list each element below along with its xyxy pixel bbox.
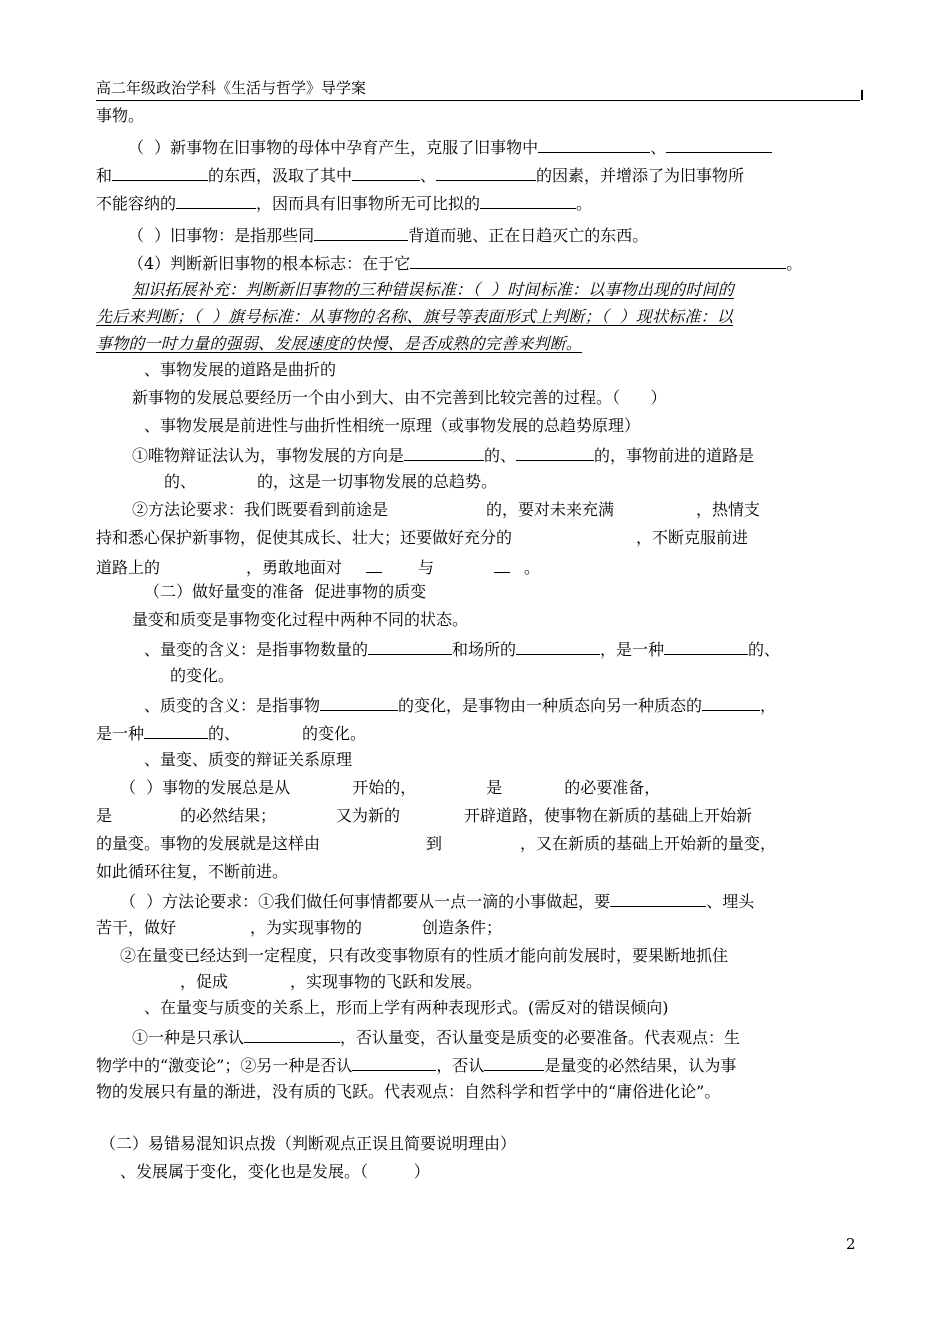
- text-line: 不能容纳的 ，因而具有旧事物所无可比拟的 。: [96, 190, 592, 216]
- text-line: 知识拓展补充：判断新旧事物的三种错误标准：（ ）时间标准：以事物出现的时间的: [132, 280, 734, 299]
- text-line: 和 的东西，汲取了其中 、 的因素，并增添了为旧事物所: [96, 162, 744, 188]
- blank[interactable]: [244, 1024, 340, 1043]
- blank[interactable]: [702, 692, 760, 711]
- text-line: （ ）旧事物：是指那些同 背道而驰、正在日趋灭亡的东西。: [128, 222, 648, 248]
- text-line: 事物。: [96, 106, 145, 125]
- blank[interactable]: [436, 162, 536, 181]
- blank[interactable]: [176, 190, 256, 209]
- header-mark: [861, 90, 863, 100]
- section-heading: 、事物发展的道路是曲折的: [144, 360, 337, 379]
- section-heading: （二）做好量变的准备 促进事物的质变: [144, 582, 427, 601]
- text-line: ①一种是只承认 ，否认量变，否认量变是质变的必要准备。代表观点：生: [132, 1024, 740, 1050]
- text-line: 事物的一时力量的强弱、发展速度的快慢、是否成熟的完善来判断。: [96, 334, 583, 353]
- text-line: 、质变的含义：是指事物 的变化，是事物由一种质态向另一种质态的 ，: [144, 692, 776, 718]
- text-line: 、发展属于变化，变化也是发展。（ ）: [120, 1162, 430, 1181]
- blank[interactable]: [494, 554, 510, 573]
- text-line: （ ）事物的发展总是从 开始的， 是 的必要准备，: [120, 778, 661, 797]
- page-header: [96, 76, 860, 101]
- blank[interactable]: [404, 442, 484, 461]
- text-line: 量变和质变是事物变化过程中两种不同的状态。: [132, 610, 469, 629]
- blank[interactable]: [410, 250, 786, 269]
- text-line: 是一种 的、 的变化。: [96, 720, 366, 746]
- text-line: 持和悉心保护新事物，促使其成长、壮大；还要做好充分的 ，不断克服前进: [96, 528, 749, 547]
- text-line: 苦干，做好 ，为实现事物的 创造条件；: [96, 918, 503, 937]
- text-line: 先后来判断；（ ）旗号标准：从事物的名称、旗号等表面形式上判断；（ ）现状标准：以: [96, 307, 733, 326]
- text-line: 的、 的，这是一切事物发展的总趋势。: [164, 472, 498, 491]
- text-line: （ ）方法论要求：①我们做任何事情都要从一点一滴的小事做起，要 、埋头: [120, 888, 754, 914]
- text-line: 如此循环往复，不断前进。: [96, 862, 289, 881]
- blank[interactable]: [144, 720, 208, 739]
- text-line: 是 的必然结果； 又为新的 开辟道路，使事物在新质的基础上开始新: [96, 806, 753, 825]
- section-heading: 、量变、质变的辩证关系原理: [144, 750, 353, 769]
- blank[interactable]: [666, 134, 772, 153]
- text-line: ①唯物辩证法认为，事物发展的方向是 的、 的，事物前进的道路是: [132, 442, 754, 468]
- blank[interactable]: [366, 554, 382, 573]
- text-line: 物的发展只有量的渐进，没有质的飞跃。代表观点：自然科学和哲学中的“庸俗进化论”。: [96, 1082, 721, 1101]
- text-line: 物学中的“激变论”；②另一种是否认 ，否认 是量变的必然结果，认为事: [96, 1052, 736, 1078]
- page-number: 2: [846, 1235, 856, 1253]
- text-line: 、量变的含义：是指事物数量的 和场所的 ，是一种 的、: [144, 636, 780, 662]
- blank[interactable]: [538, 134, 650, 153]
- text-line: 道路上的 ，勇敢地面对 与 。: [96, 554, 540, 580]
- text-line: （4）判断新旧事物的根本标志：在于它 。: [128, 250, 802, 276]
- blank[interactable]: [112, 162, 208, 181]
- blank[interactable]: [320, 692, 398, 711]
- text-line: 新事物的发展总要经历一个由小到大、由不完善到比较完善的过程。（ ）: [132, 388, 667, 407]
- text-line: 的量变。事物的发展就是这样由 到 ，又在新质的基础上开始新的量变，: [96, 834, 777, 853]
- section-heading: （二）易错易混知识点拨（判断观点正误且简要说明理由）: [100, 1134, 517, 1153]
- blank[interactable]: [480, 190, 576, 209]
- blank[interactable]: [352, 162, 420, 181]
- blank[interactable]: [484, 1052, 544, 1071]
- text-line: ②在量变已经达到一定程度，只有改变事物原有的性质才能向前发展时，要果断地抓住: [120, 946, 729, 965]
- header-title: 高二年级政治学科《生活与哲学》导学案: [96, 79, 367, 97]
- text-line: ②方法论要求：我们既要看到前途是 的，要对未来充满 ，热情支: [132, 500, 761, 519]
- blank[interactable]: [516, 636, 600, 655]
- blank[interactable]: [314, 222, 408, 241]
- text-line: （ ）新事物在旧事物的母体中孕育产生，克服了旧事物中 、: [128, 134, 772, 160]
- blank[interactable]: [664, 636, 748, 655]
- section-heading: 、事物发展是前进性与曲折性相统一原理（或事物发展的总趋势原理）: [144, 416, 641, 435]
- blank[interactable]: [368, 636, 452, 655]
- blank[interactable]: [610, 888, 706, 907]
- blank[interactable]: [516, 442, 594, 461]
- section-heading: 、在量变与质变的关系上，形而上学有两种表现形式。(需反对的错误倾向): [144, 998, 669, 1017]
- text-line: 的变化。: [170, 666, 235, 685]
- text-line: ，促成 ，实现事物的飞跃和发展。: [180, 972, 483, 991]
- blank[interactable]: [352, 1052, 436, 1071]
